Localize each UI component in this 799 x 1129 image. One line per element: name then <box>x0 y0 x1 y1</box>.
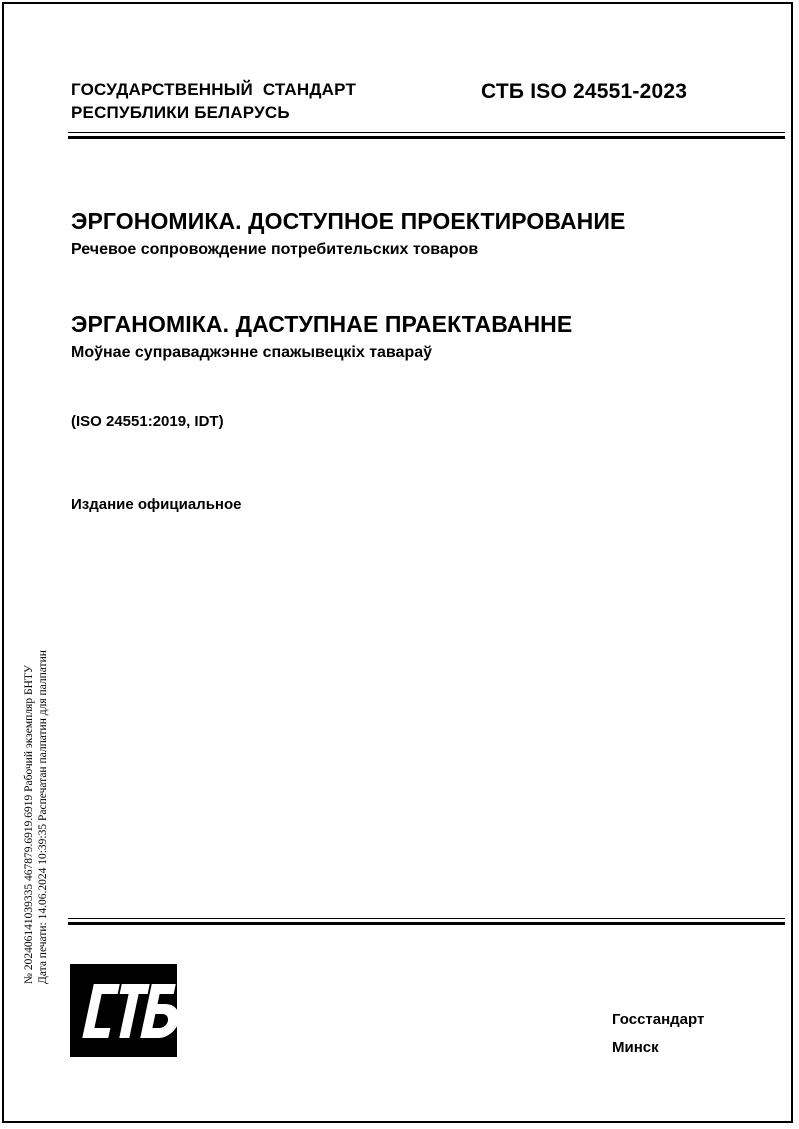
be-title: ЭРГАНОМІКА. ДАСТУПНАЕ ПРАЕКТАВАННЕ <box>71 311 573 337</box>
print-stamp-line-1: № 202406141039335 467879.6919.6919 Рабочий экземпляр БНТУ <box>23 664 35 984</box>
ru-title: ЭРГОНОМИКА. ДОСТУПНОЕ ПРОЕКТИРОВАНИЕ <box>71 208 626 234</box>
be-subtitle: Моўнае суправаджэнне спажывецкіх тавараў <box>71 344 433 361</box>
header-rule-thin <box>68 132 785 133</box>
iso-reference: (ISO 24551:2019, IDT) <box>71 413 224 430</box>
stb-logo <box>70 964 177 1057</box>
footer-rule-thick <box>68 922 785 925</box>
publisher-name: Госстандарт <box>612 1011 705 1028</box>
ru-subtitle: Речевое сопровождение потребительских товаров <box>71 241 479 258</box>
publisher-city: Минск <box>612 1039 659 1056</box>
print-stamp-line-2: Дата печати: 14.06.2024 10:39:35 Распечатан палпатин для палпатин <box>37 650 49 984</box>
footer-rule-thin <box>68 918 785 919</box>
page-frame <box>2 2 793 1123</box>
header-rule-thick <box>68 136 785 139</box>
standard-header-org <box>71 78 356 124</box>
standard-code: СТБ ISO 24551-2023 <box>481 80 688 103</box>
org-line-2: РЕСПУБЛИКИ БЕЛАРУСЬ <box>71 103 290 122</box>
print-stamp <box>22 544 50 984</box>
org-line-1: ГОСУДАРСТВЕННЫЙ СТАНДАРТ <box>71 80 357 99</box>
edition-label: Издание официальное <box>71 496 242 513</box>
